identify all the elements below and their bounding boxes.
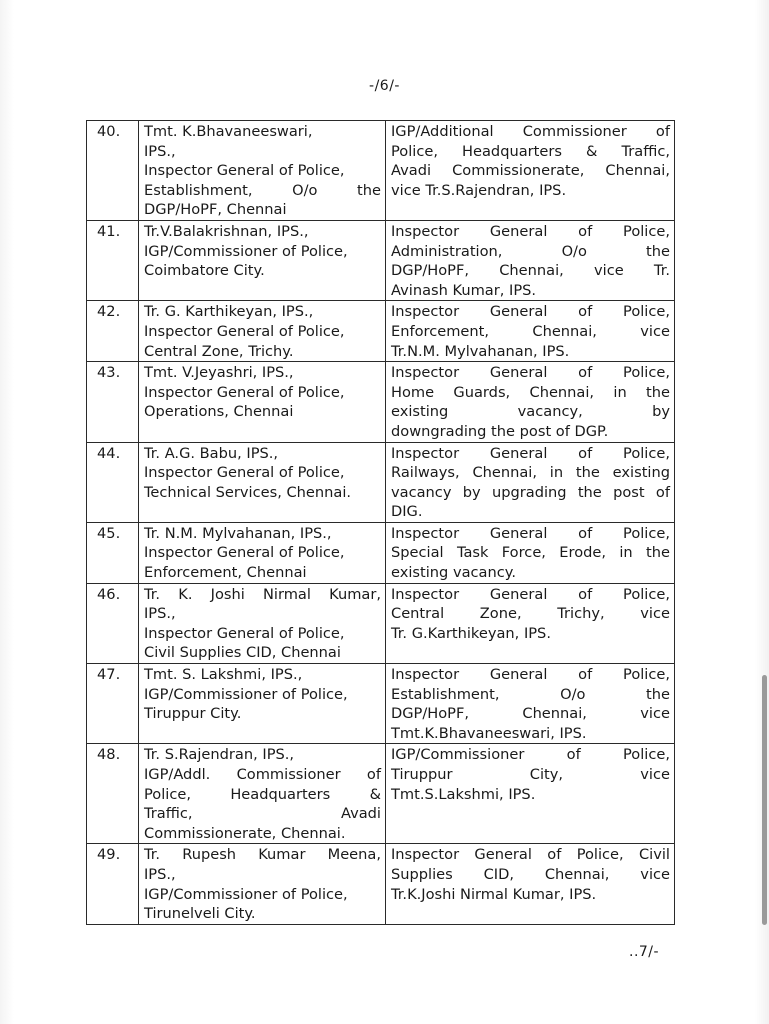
posting-line: Inspector General of Police, <box>391 364 670 382</box>
serial-number: 48. <box>87 744 139 844</box>
table-row <box>87 844 675 924</box>
posting-line: DGP/HoPF, Chennai, vice Tr. <box>391 262 670 280</box>
posting-line: Inspector General of Police, <box>391 222 670 240</box>
posting-cell <box>386 301 675 362</box>
officer-line: Tr. A.G. Babu, IPS., <box>144 444 279 462</box>
serial-number: 40. <box>87 121 139 221</box>
table-row <box>87 301 675 362</box>
serial-number: 47. <box>87 664 139 744</box>
officer-line: IGP/Addl. Commissioner of <box>144 766 381 783</box>
posting-line: Avinash Kumar, IPS. <box>391 281 537 299</box>
posting-line: existing vacancy, by <box>391 403 670 421</box>
officer-cell <box>139 844 386 924</box>
posting-cell <box>386 121 675 221</box>
officer-line: Operations, Chennai <box>144 403 294 421</box>
posting-line: Inspector General of Police, Civil <box>391 846 670 864</box>
officer-line: Commissionerate, Chennai. <box>144 824 346 842</box>
officer-cell <box>139 362 386 442</box>
officer-cell <box>139 121 386 221</box>
table-row <box>87 522 675 583</box>
serial-number: 49. <box>87 844 139 924</box>
posting-line: Inspector General of Police, <box>391 303 670 321</box>
officer-line: Enforcement, Chennai <box>144 564 307 582</box>
posting-cell <box>386 362 675 442</box>
officer-line: IPS., <box>144 605 176 623</box>
posting-cell <box>386 220 675 300</box>
posting-line: IGP/Additional Commissioner of <box>391 123 670 140</box>
officer-line: IGP/Commissioner of Police, <box>144 885 348 903</box>
officer-line: Inspector General of Police, <box>144 383 345 401</box>
officer-line: Traffic, Avadi <box>144 805 381 823</box>
posting-line: Inspector General of Police, <box>391 666 670 684</box>
posting-cell <box>386 583 675 663</box>
posting-line: DIG. <box>391 503 423 521</box>
posting-line: Tmt.S.Lakshmi, IPS. <box>391 785 536 803</box>
postings-table-body <box>87 121 675 925</box>
posting-cell <box>386 664 675 744</box>
officer-line: Tmt. K.Bhavaneeswari, <box>144 123 313 140</box>
table-row <box>87 442 675 522</box>
officer-line: Tr. K. Joshi Nirmal Kumar, <box>144 585 381 603</box>
posting-line: downgrading the post of DGP. <box>391 422 609 440</box>
officer-line: Tmt. V.Jeyashri, IPS., <box>144 364 294 382</box>
posting-cell <box>386 522 675 583</box>
officer-cell <box>139 583 386 663</box>
posting-line: Inspector General of Police, <box>391 585 670 603</box>
table-row <box>87 220 675 300</box>
officer-line: Tr. S.Rajendran, IPS., <box>144 746 295 764</box>
next-page-marker: ..7/- <box>629 944 660 960</box>
officer-cell <box>139 522 386 583</box>
posting-line: Supplies CID, Chennai, vice <box>391 865 670 883</box>
postings-table <box>86 120 675 925</box>
posting-line: Tiruppur City, vice <box>391 766 670 783</box>
posting-cell <box>386 744 675 844</box>
officer-line: Central Zone, Trichy. <box>144 342 294 360</box>
serial-number: 46. <box>87 583 139 663</box>
officer-line: Inspector General of Police, <box>144 464 345 482</box>
officer-line: Coimbatore City. <box>144 262 265 280</box>
posting-cell <box>386 442 675 522</box>
posting-line: Enforcement, Chennai, vice <box>391 322 670 340</box>
posting-line: Tr. G.Karthikeyan, IPS. <box>391 624 551 642</box>
posting-line: Railways, Chennai, in the existing <box>391 464 670 482</box>
serial-number: 43. <box>87 362 139 442</box>
posting-line: Establishment, O/o the <box>391 685 670 703</box>
officer-line: Civil Supplies CID, Chennai <box>144 644 341 662</box>
officer-cell <box>139 442 386 522</box>
posting-line: IGP/Commissioner of Police, <box>391 746 670 764</box>
table-row <box>87 583 675 663</box>
officer-line: IPS., <box>144 865 176 883</box>
officer-cell <box>139 301 386 362</box>
posting-line: Home Guards, Chennai, in the <box>391 383 670 401</box>
posting-line: Special Task Force, Erode, in the <box>391 544 670 562</box>
posting-line: Inspector General of Police, <box>391 444 670 462</box>
posting-line: DGP/HoPF, Chennai, vice <box>391 705 670 723</box>
officer-cell <box>139 744 386 844</box>
officer-line: DGP/HoPF, Chennai <box>144 201 287 219</box>
officer-line: Tr. G. Karthikeyan, IPS., <box>144 303 314 321</box>
serial-number: 45. <box>87 522 139 583</box>
serial-number: 42. <box>87 301 139 362</box>
officer-cell <box>139 220 386 300</box>
officer-line: Technical Services, Chennai. <box>144 483 352 501</box>
posting-cell <box>386 844 675 924</box>
posting-line: Tr.K.Joshi Nirmal Kumar, IPS. <box>391 885 597 903</box>
page-number: -/6/- <box>369 78 400 94</box>
officer-line: IGP/Commissioner of Police, <box>144 685 348 703</box>
officer-line: Police, Headquarters & <box>144 785 381 803</box>
officer-line: Tirunelveli City. <box>144 905 256 923</box>
serial-number: 44. <box>87 442 139 522</box>
posting-line: Police, Headquarters & Traffic, <box>391 142 670 160</box>
posting-line: Avadi Commissionerate, Chennai, <box>391 162 670 180</box>
posting-line: Central Zone, Trichy, vice <box>391 605 670 623</box>
officer-line: Inspector General of Police, <box>144 162 345 180</box>
table-row <box>87 664 675 744</box>
posting-line: Tmt.K.Bhavaneeswari, IPS. <box>391 724 587 742</box>
officer-line: Inspector General of Police, <box>144 624 345 642</box>
posting-line: Inspector General of Police, <box>391 524 670 542</box>
officer-line: IGP/Commissioner of Police, <box>144 242 348 260</box>
officer-line: Inspector General of Police, <box>144 322 345 340</box>
officer-line: Tr. N.M. Mylvahanan, IPS., <box>144 524 332 542</box>
officer-line: Tiruppur City. <box>144 705 242 723</box>
posting-line: Tr.N.M. Mylvahanan, IPS. <box>391 342 570 360</box>
officer-line: Tr. Rupesh Kumar Meena, <box>144 846 381 864</box>
table-row <box>87 362 675 442</box>
table-row <box>87 121 675 221</box>
officer-cell <box>139 664 386 744</box>
officer-line: IPS., <box>144 142 176 160</box>
posting-line: vice Tr.S.Rajendran, IPS. <box>391 181 567 199</box>
table-row <box>87 744 675 844</box>
officer-line: Establishment, O/o the <box>144 181 381 199</box>
vertical-scrollbar[interactable] <box>762 675 767 925</box>
officer-line: Tr.V.Balakrishnan, IPS., <box>144 222 309 240</box>
posting-line: existing vacancy. <box>391 564 516 582</box>
officer-line: Inspector General of Police, <box>144 544 345 562</box>
serial-number: 41. <box>87 220 139 300</box>
officer-line: Tmt. S. Lakshmi, IPS., <box>144 666 303 684</box>
posting-line: Administration, O/o the <box>391 242 670 260</box>
posting-line: vacancy by upgrading the post of <box>391 483 670 501</box>
